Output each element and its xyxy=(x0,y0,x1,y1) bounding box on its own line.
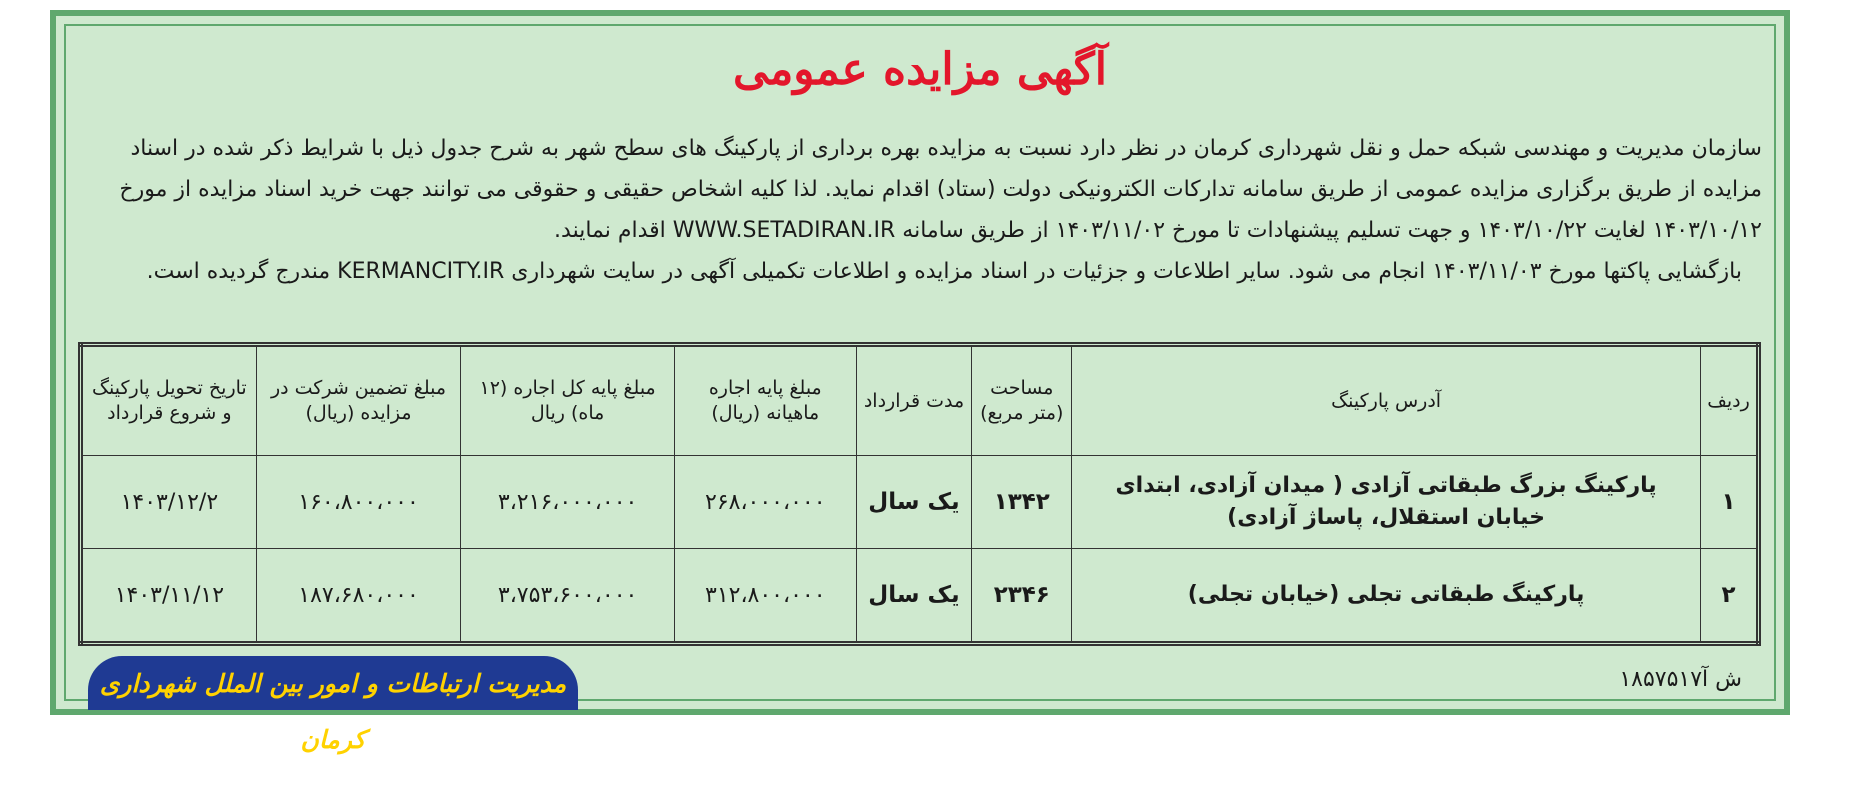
header-address: آدرس پارکینگ xyxy=(1072,345,1701,456)
header-total-rent: مبلغ پایه کل اجاره (۱۲ ماه) ریال xyxy=(461,345,675,456)
cell-delivery-date: ۱۴۰۳/۱۱/۱۲ xyxy=(81,549,257,644)
cell-area: ۱۳۴۲ xyxy=(972,456,1072,549)
cell-address: پارکینگ بزرگ طبقاتی آزادی ( میدان آزادی، ابتدای خیابان استقلال، پاساژ آزادی) xyxy=(1072,456,1701,549)
table-row xyxy=(81,549,1759,644)
cell-row-number: ۱ xyxy=(1701,456,1759,549)
notice-paragraph xyxy=(78,128,1762,292)
cell-row-number: ۲ xyxy=(1701,549,1759,644)
department-banner: مدیریت ارتباطات و امور بین الملل شهرداری کرمان xyxy=(88,656,578,710)
header-delivery-date: تاریخ تحویل پارکینگ و شروع قرارداد xyxy=(81,345,257,456)
paragraph-line-4: بازگشایی پاکتها مورخ ۱۴۰۳/۱۱/۰۳ انجام می شود. سایر اطلاعات و جزئیات در اسناد مزایده و اطلاعات تکمیلی آگهی در سایت شهرداری KERMANCITY.IR مندرج گردیده است. xyxy=(146,259,1742,284)
header-row-number: ردیف xyxy=(1701,345,1759,456)
header-area: مساحت (متر مربع) xyxy=(972,345,1072,456)
cell-address: پارکینگ طبقاتی تجلی (خیابان تجلی) xyxy=(1072,549,1701,644)
notice-title: آگهی مزایده عمومی xyxy=(733,44,1107,95)
cell-total-rent: ۳،۲۱۶،۰۰۰،۰۰۰ xyxy=(461,456,675,549)
paragraph-line-3: ۱۴۰۳/۱۰/۱۲ لغایت ۱۴۰۳/۱۰/۲۲ و جهت تسلیم پیشنهادات تا مورخ ۱۴۰۳/۱۱/۰۲ از طریق سامانه WWW.SETADIRAN.IR اقدام نمایند. xyxy=(554,218,1762,243)
header-monthly-rent: مبلغ پایه اجاره ماهیانه (ریال) xyxy=(674,345,856,456)
parking-table xyxy=(78,342,1761,646)
cell-total-rent: ۳،۷۵۳،۶۰۰،۰۰۰ xyxy=(461,549,675,644)
table-row xyxy=(81,456,1759,549)
header-guarantee: مبلغ تضمین شرکت در مزایده (ریال) xyxy=(256,345,461,456)
header-duration: مدت قرارداد xyxy=(856,345,972,456)
table-header-row xyxy=(81,345,1759,456)
notice-code: ش آ۱۸۵۷۵۱۷ xyxy=(1619,667,1742,692)
cell-guarantee: ۱۶۰،۸۰۰،۰۰۰ xyxy=(256,456,461,549)
paragraph-line-1: سازمان مدیریت و مهندسی شبکه حمل و نقل شهرداری کرمان در نظر دارد نسبت به مزایده بهره برداری از پارکینگ های سطح شهر به شرح جدول ذیل با شرایط ذکر شده در اسناد xyxy=(130,136,1762,161)
cell-duration: یک سال xyxy=(856,549,972,644)
notice-frame xyxy=(50,10,1790,754)
cell-monthly-rent: ۳۱۲،۸۰۰،۰۰۰ xyxy=(674,549,856,644)
cell-area: ۲۳۴۶ xyxy=(972,549,1072,644)
paragraph-line-2: مزایده از طریق برگزاری مزایده عمومی از طریق سامانه تدارکات الکترونیکی دولت (ستاد) اقدام نماید. لذا کلیه اشخاص حقیقی و حقوقی می توانند جهت خرید اسناد مزایده از مورخ xyxy=(119,177,1762,202)
cell-monthly-rent: ۲۶۸،۰۰۰،۰۰۰ xyxy=(674,456,856,549)
cell-duration: یک سال xyxy=(856,456,972,549)
cell-guarantee: ۱۸۷،۶۸۰،۰۰۰ xyxy=(256,549,461,644)
cell-delivery-date: ۱۴۰۳/۱۲/۲ xyxy=(81,456,257,549)
